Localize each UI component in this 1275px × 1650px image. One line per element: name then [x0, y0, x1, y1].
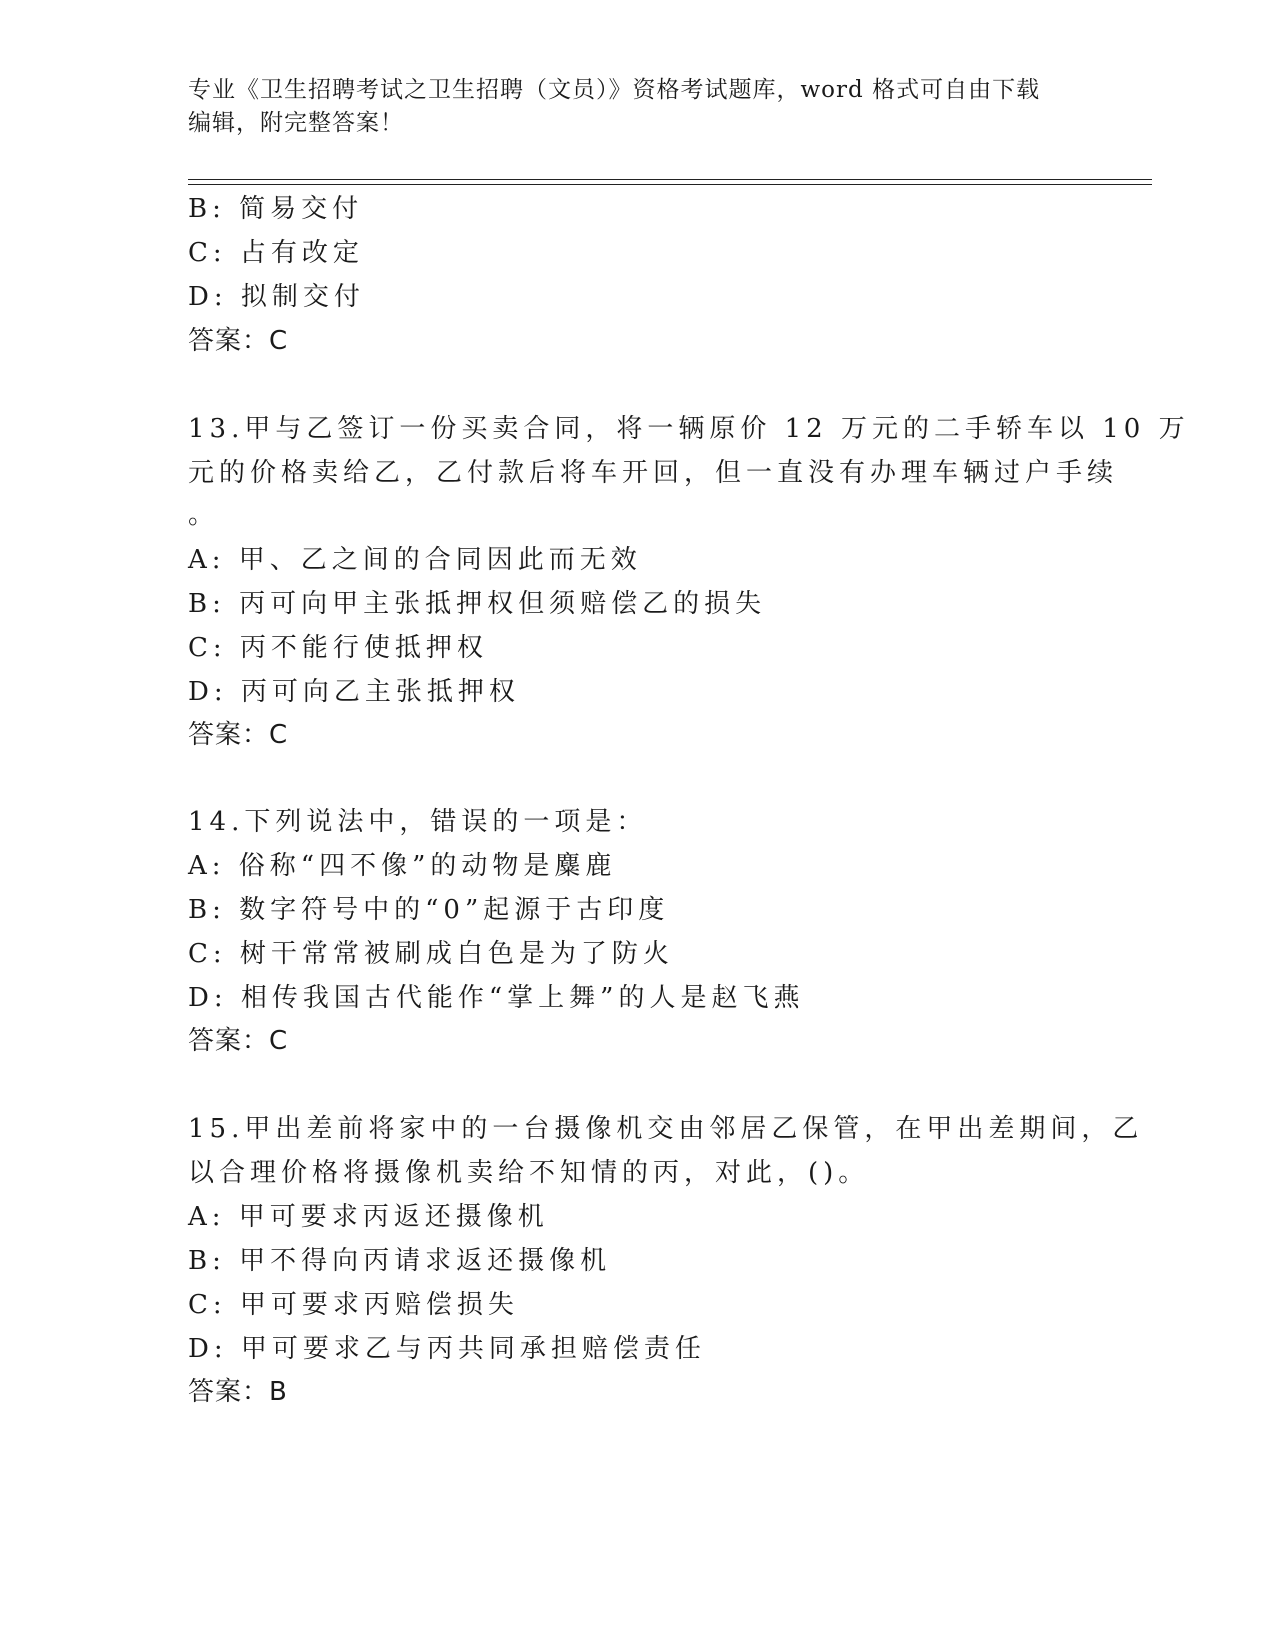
q15-option-d: D: 甲可要求乙与丙共同承担赔偿责任: [188, 1334, 706, 1364]
q14-stem-line-1: 14.下列说法中，错误的一项是：: [188, 807, 648, 837]
q15-option-c: C: 甲可要求丙赔偿损失: [188, 1290, 519, 1320]
q12-option-c: C: 占有改定: [188, 238, 364, 268]
q13-option-d: D: 丙可向乙主张抵押权: [188, 677, 520, 707]
q14-option-b: B: 数字符号中的“0”起源于古印度: [188, 895, 670, 925]
q13-stem-line-3: 。: [188, 500, 220, 530]
q14-option-a: A: 俗称“四不像”的动物是麋鹿: [188, 851, 617, 881]
q14-answer: 答案：C: [188, 1026, 289, 1056]
q12-option-d: D: 拟制交付: [188, 282, 365, 312]
q15-option-b: B: 甲不得向丙请求返还摄像机: [188, 1246, 612, 1276]
q15-answer: 答案：B: [188, 1377, 288, 1407]
q12-answer: 答案：C: [188, 326, 289, 356]
q13-stem-line-1: 13.甲与乙签订一份买卖合同，将一辆原价 12 万元的二手轿车以 10 万: [188, 414, 1190, 444]
q13-option-c: C: 丙不能行使抵押权: [188, 633, 488, 663]
document-header: [188, 74, 1088, 140]
header-line-2: 编辑，附完整答案！: [188, 110, 404, 136]
header-rule-top: [188, 179, 1152, 180]
q13-option-a: A: 甲、乙之间的合同因此而无效: [188, 545, 642, 575]
q15-option-a: A: 甲可要求丙返还摄像机: [188, 1202, 549, 1232]
q15-stem-line-1: 15.甲出差前将家中的一台摄像机交由邻居乙保管，在甲出差期间，乙: [188, 1114, 1144, 1144]
header-line-1: 专业《卫生招聘考试之卫生招聘（文员）》资格考试题库，word 格式可自由下载: [188, 77, 1041, 103]
q14-option-d: D: 相传我国古代能作“掌上舞”的人是赵飞燕: [188, 983, 805, 1013]
q12-option-b: B: 简易交付: [188, 194, 364, 224]
q14-option-c: C: 树干常常被刷成白色是为了防火: [188, 939, 674, 969]
q15-stem-line-2: 以合理价格将摄像机卖给不知情的丙，对此，()。: [188, 1158, 870, 1188]
header-rule-bottom: [188, 184, 1152, 185]
q13-stem-line-2: 元的价格卖给乙，乙付款后将车开回，但一直没有办理车辆过户手续: [188, 458, 1119, 488]
q13-answer: 答案：C: [188, 720, 289, 750]
q13-option-b: B: 丙可向甲主张抵押权但须赔偿乙的损失: [188, 589, 767, 619]
